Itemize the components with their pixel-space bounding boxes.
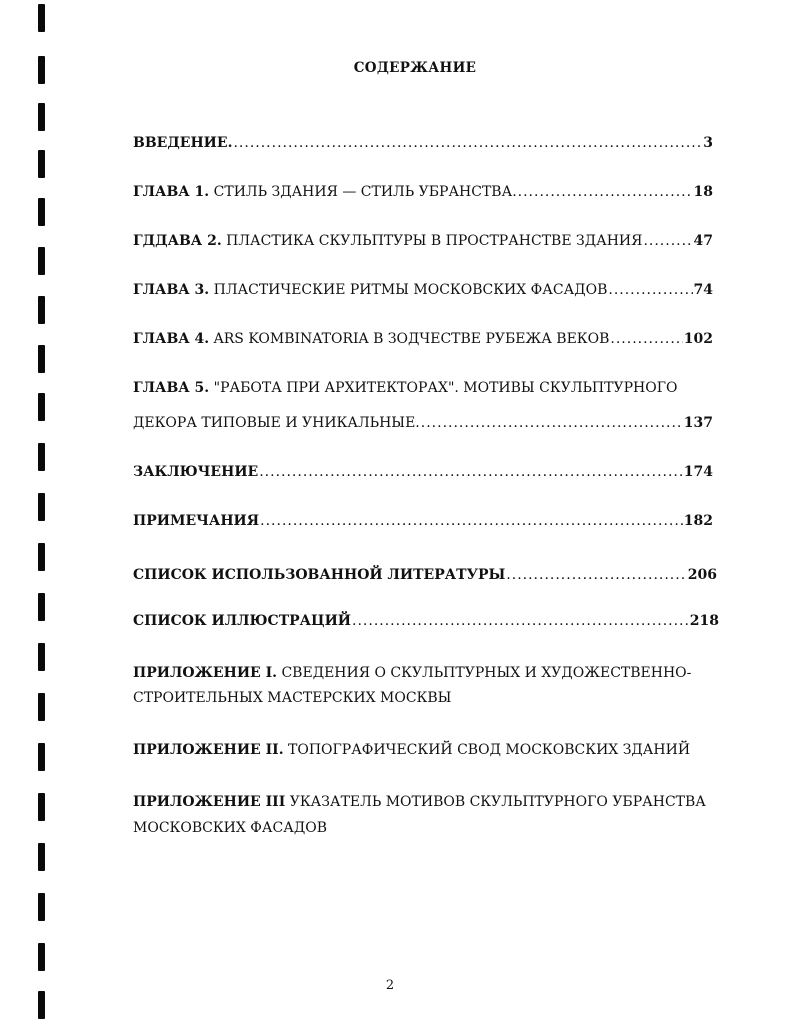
leader-dots — [421, 414, 683, 432]
appendix-prefix: ПРИЛОЖЕНИЕ II. — [133, 742, 284, 758]
leader-dots — [233, 134, 702, 152]
binding-mark — [38, 393, 45, 421]
toc-entry-chapter-2[interactable] — [133, 232, 713, 250]
toc-entry-text: СТИЛЬ ЗДАНИЯ — СТИЛЬ УБРАНСТВА. — [213, 184, 517, 200]
toc-entry-prefix: ПРИМЕЧАНИЯ — [133, 513, 260, 529]
toc-entry-bibliography[interactable] — [133, 566, 717, 584]
toc-entry-chapter-4[interactable] — [133, 330, 713, 348]
binding-mark — [38, 843, 45, 871]
toc-entry-prefix: ЗАКЛЮЧЕНИЕ — [133, 464, 259, 480]
toc-page-number: 206 — [687, 567, 717, 583]
leader-dots — [352, 612, 689, 630]
binding-mark — [38, 198, 45, 226]
toc-entry-chapter-3[interactable] — [133, 281, 713, 299]
appendix-text: ТОПОГРАФИЧЕСКИЙ СВОД МОСКОВСКИХ ЗДАНИЙ — [288, 742, 691, 758]
toc-entry-prefix: ГЛАВА 1. — [133, 184, 210, 200]
appendix-text: УКАЗАТЕЛЬ МОТИВОВ СКУЛЬПТУРНОГО УБРАНСТВА — [289, 794, 706, 810]
toc-entry-prefix: СПИСОК ИСПОЛЬЗОВАННОЙ ЛИТЕРАТУРЫ — [133, 567, 506, 583]
toc-page-number: 74 — [693, 282, 713, 298]
appendix-prefix: ПРИЛОЖЕНИЕ I. — [133, 665, 278, 681]
toc-entry-text: ПЛАСТИЧЕСКИЕ РИТМЫ МОСКОВСКИХ ФАСАДОВ — [213, 282, 608, 298]
toc-entry-illustrations[interactable] — [133, 612, 719, 630]
appendix-text: СВЕДЕНИЯ О СКУЛЬПТУРНЫХ И ХУДОЖЕСТВЕННО- — [281, 665, 692, 681]
toc-entry-text: ПЛАСТИКА СКУЛЬПТУРЫ В ПРОСТРАНСТВЕ ЗДАНИЯ — [226, 233, 643, 249]
toc-entry-prefix: ВВЕДЕНИЕ. — [133, 135, 233, 151]
leader-dots — [608, 281, 692, 299]
toc-entry-chapter-1[interactable] — [133, 183, 713, 201]
binding-mark — [38, 345, 45, 373]
binding-mark — [38, 543, 45, 571]
leader-dots — [260, 512, 683, 530]
toc-page-number: 218 — [689, 613, 719, 629]
toc-entry-text: ДЕКОРА ТИПОВЫЕ И УНИКАЛЬНЫЕ. — [133, 415, 420, 431]
binding-strip — [38, 0, 46, 1025]
binding-mark — [38, 743, 45, 771]
binding-mark — [38, 443, 45, 471]
binding-mark — [38, 643, 45, 671]
toc-page-number: 47 — [693, 233, 713, 249]
appendix-3-continued[interactable] — [133, 819, 327, 837]
toc-page-number: 18 — [693, 184, 713, 200]
leader-dots — [259, 463, 683, 481]
toc-entry-prefix: СПИСОК ИЛЛЮСТРАЦИЙ — [133, 613, 352, 629]
leader-dots — [506, 566, 686, 584]
toc-entry-notes[interactable] — [133, 512, 713, 530]
toc-entry-chapter-5-continued[interactable] — [133, 414, 713, 432]
appendix-prefix: ПРИЛОЖЕНИЕ III — [133, 794, 286, 810]
appendix-text: МОСКОВСКИХ ФАСАДОВ — [133, 820, 327, 836]
binding-mark — [38, 793, 45, 821]
toc-page-number: 102 — [683, 331, 713, 347]
binding-mark — [38, 893, 45, 921]
toc-page-number: 3 — [703, 135, 713, 151]
leader-dots — [643, 232, 692, 250]
appendix-1[interactable] — [133, 664, 691, 682]
page-number: 2 — [385, 978, 395, 993]
toc-entry-prefix: ГЛАВА 5. — [133, 380, 210, 396]
leader-dots — [518, 183, 693, 201]
binding-mark — [38, 103, 45, 131]
toc-entry-prefix: ГДДАВА 2. — [133, 233, 222, 249]
binding-mark — [38, 991, 45, 1019]
toc-entry-conclusion[interactable] — [133, 463, 713, 481]
binding-mark — [38, 493, 45, 521]
toc-page-number: 182 — [683, 513, 713, 529]
binding-mark — [38, 150, 45, 178]
appendix-1-continued[interactable] — [133, 689, 451, 707]
leader-dots — [610, 330, 682, 348]
toc-entry-text: "РАБОТА ПРИ АРХИТЕКТОРАХ". МОТИВЫ СКУЛЬПТУРНОГО — [213, 380, 678, 396]
binding-mark — [38, 4, 45, 32]
toc-page-number: 137 — [683, 415, 713, 431]
binding-mark — [38, 247, 45, 275]
toc-page-number: 174 — [683, 464, 713, 480]
page-title: СОДЕРЖАНИЕ — [353, 60, 477, 76]
toc-entry-introduction[interactable] — [133, 134, 713, 152]
binding-mark — [38, 296, 45, 324]
toc-entry-prefix: ГЛАВА 4. — [133, 331, 210, 347]
appendix-text: СТРОИТЕЛЬНЫХ МАСТЕРСКИХ МОСКВЫ — [133, 690, 452, 706]
toc-entry-text: ARS KOMBINATORIA В ЗОДЧЕСТВЕ РУБЕЖА ВЕКОВ — [213, 331, 610, 347]
appendix-3[interactable] — [133, 793, 706, 811]
binding-mark — [38, 593, 45, 621]
binding-mark — [38, 693, 45, 721]
toc-entry-chapter-5[interactable] — [133, 379, 677, 397]
appendix-2[interactable] — [133, 741, 690, 759]
binding-mark — [38, 943, 45, 971]
toc-entry-prefix: ГЛАВА 3. — [133, 282, 210, 298]
